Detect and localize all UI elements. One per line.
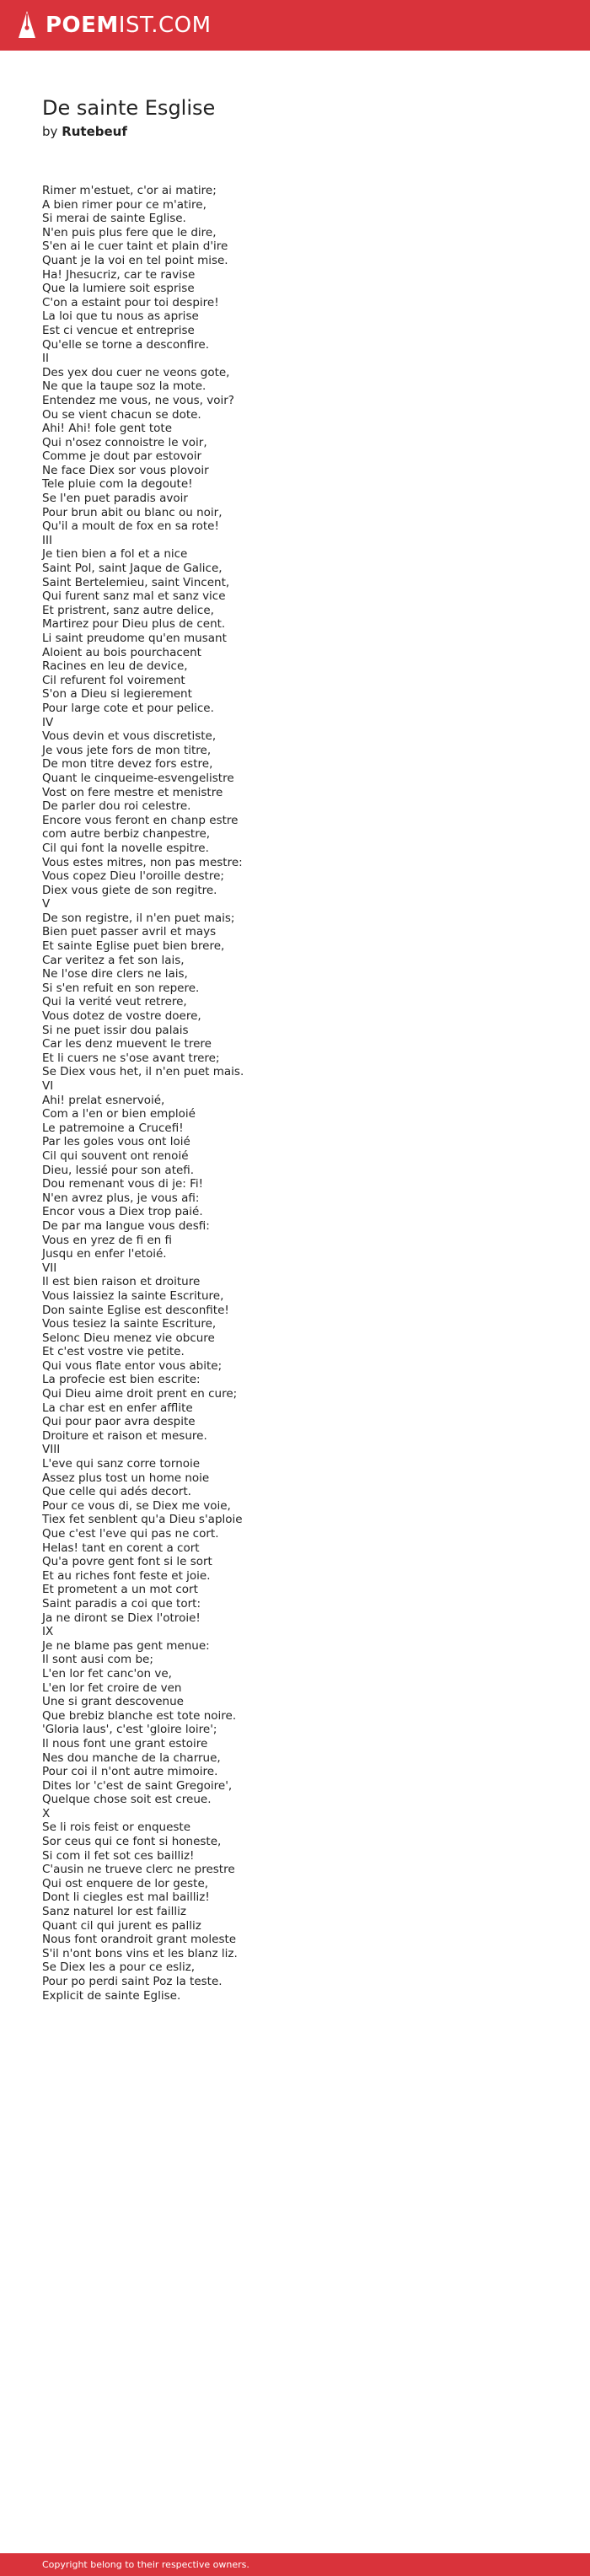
poem-line: Si s'en refuit en son repere. xyxy=(42,981,200,995)
poem-line: Qui Dieu aime droit prent en cure; xyxy=(42,1387,238,1401)
poem-line: Aloient au bois pourchacent xyxy=(42,645,201,659)
poem-line: Par les goles vous ont loié xyxy=(42,1135,190,1149)
poem-line: Que brebiz blanche est tote noire. xyxy=(42,1708,237,1723)
poem-line: Tele pluie com la degoute! xyxy=(42,477,193,492)
poem-line: Jusqu en enfer l'etoié. xyxy=(42,1247,167,1261)
poem-line: De mon titre devez fors estre, xyxy=(42,757,213,772)
poem-line: Qui n'osez connoistre le voir, xyxy=(42,435,207,449)
poem-line: Ou se vient chacun se dote. xyxy=(42,407,201,422)
poem-line: Ne face Diex sor vous plovoir xyxy=(42,463,209,477)
poem-title: De sainte Esglise xyxy=(42,96,216,120)
poem-line: Qu'elle se torne a desconfire. xyxy=(42,337,210,352)
poem-line: Saint paradis a coi que tort: xyxy=(42,1596,201,1611)
poem-line: C'ausin ne trueve clerc ne prestre xyxy=(42,1863,235,1877)
author-link[interactable]: Rutebeuf xyxy=(62,124,127,139)
poem-line: Quelque chose soit est creue. xyxy=(42,1793,212,1807)
poem-line: Pour po perdi saint Poz la teste. xyxy=(42,1975,223,1988)
poem-line: X xyxy=(42,1806,51,1820)
poem-line: Com a l'en or bien emploié xyxy=(42,1107,196,1121)
poem-line: Et prometent a un mot cort xyxy=(42,1583,198,1597)
poem-line: Encore vous feront en chanp estre xyxy=(42,813,239,827)
poem-line: IV xyxy=(42,715,54,729)
poem-line: Et c'est vostre vie petite. xyxy=(42,1345,185,1359)
poem-line: Bien puet passer avril et mays xyxy=(42,925,217,939)
poem-line: Selonc Dieu menez vie obcure xyxy=(42,1331,215,1345)
poem-line: Que la lumiere soit esprise xyxy=(42,282,195,296)
poem-body xyxy=(42,184,548,2003)
logo-text-thin: IST.COM xyxy=(118,13,212,38)
poem-line: Se li rois feist or enqueste xyxy=(42,1820,191,1835)
poem-line: Ahi! Ahi! fole gent tote xyxy=(42,422,173,436)
poem-line: Vous en yrez de fi en fi xyxy=(42,1233,173,1247)
poem-line: Assez plus tost un home noie xyxy=(42,1471,210,1485)
poem-line: Qu'a povre gent font si le sort xyxy=(42,1555,212,1569)
poem-line: Qui furent sanz mal et sanz vice xyxy=(42,589,226,604)
poem-line: Diex vous giete de son regitre. xyxy=(42,883,217,897)
poem-line: Droiture et raison et mesure. xyxy=(42,1428,207,1443)
poem-line: S'on a Dieu si legierement xyxy=(42,687,192,702)
poem-line: V xyxy=(42,897,51,912)
poem-line: La char est en enfer afflite xyxy=(42,1401,193,1415)
poem-line: Quant le cinqueime-esvengelistre xyxy=(42,771,234,785)
poem-line: com autre berbiz chanpestre, xyxy=(42,827,211,842)
poem-line: Qui ost enquere de lor geste, xyxy=(42,1876,209,1890)
poem-line: Et au riches font feste et joie. xyxy=(42,1568,211,1583)
poem-line: Ahi! prelat esnervoié, xyxy=(42,1093,165,1107)
poem-line: Si merai de sainte Eglise. xyxy=(42,212,186,226)
poem-line: Rimer m'estuet, c'or ai matire; xyxy=(42,184,217,197)
poem-line: Car veritez a fet son lais, xyxy=(42,953,185,967)
poem-line: Des yex dou cuer ne veons gote, xyxy=(42,365,230,379)
poem-line: Se Diex vous het, il n'en puet mais. xyxy=(42,1065,244,1079)
poem-line: VI xyxy=(42,1079,54,1093)
site-header xyxy=(0,0,590,51)
site-footer xyxy=(0,2553,590,2576)
poem-line: Je ne blame pas gent menue: xyxy=(42,1638,210,1653)
poem-line: A bien rimer pour ce m'atire, xyxy=(42,197,206,212)
poem-line: Qu'il a moult de fox en sa rote! xyxy=(42,519,219,534)
poem-line: Que c'est l'eve qui pas ne cort. xyxy=(42,1527,219,1541)
poem-line: Ne que la taupe soz la mote. xyxy=(42,379,206,394)
poem-line: Et sainte Eglise puet bien brere, xyxy=(42,939,225,954)
poem-line: 'Gloria laus', c'est 'gloire loire'; xyxy=(42,1723,217,1737)
poem-line: Qui la verité veut retrere, xyxy=(42,995,187,1009)
poem-line: Pour coi il n'ont autre mimoire. xyxy=(42,1765,218,1779)
poem-line: Li saint preudome qu'en musant xyxy=(42,632,227,645)
poem-line: Vous estes mitres, non pas mestre: xyxy=(42,855,243,869)
poem-line: VIII xyxy=(42,1443,61,1457)
poem-line: Il sont ausi com be; xyxy=(42,1653,153,1667)
poem-line: Se l'en puet paradis avoir xyxy=(42,492,188,506)
poem-line: Cil qui souvent ont renoié xyxy=(42,1148,189,1163)
poem-line: Et li cuers ne s'ose avant trere; xyxy=(42,1051,220,1065)
poem-line: Vous laissiez la sainte Escriture, xyxy=(42,1288,224,1303)
poem-line: Comme je dout par estovoir xyxy=(42,449,202,464)
poem-line: Sanz naturel lor est failliz xyxy=(42,1905,186,1919)
poem-line: III xyxy=(42,533,52,547)
poem-line: Qui pour paor avra despite xyxy=(42,1415,196,1429)
poem-line: La profecie est bien escrite: xyxy=(42,1373,201,1387)
poem-line: Vous tesiez la sainte Escriture, xyxy=(42,1317,217,1331)
poem-line: Se Diex les a pour ce esliz, xyxy=(42,1960,196,1975)
poem-line: N'en avrez plus, je vous afi: xyxy=(42,1191,200,1205)
poem-line: Si com il fet sot ces bailliz! xyxy=(42,1848,195,1863)
poem-line: De son registre, il n'en puet mais; xyxy=(42,911,235,925)
poem-line: Je vous jete fors de mon titre, xyxy=(42,743,212,757)
poem-line: Explicit de sainte Eglise. xyxy=(42,1988,181,2003)
poem-line: Nes dou manche de la charrue, xyxy=(42,1750,221,1765)
poem-line: Si ne puet issir dou palais xyxy=(42,1023,189,1037)
poem-line: Ha! Jhesucriz, car te ravise xyxy=(42,267,196,282)
poem-line: N'en puis plus fere que le dire, xyxy=(42,225,217,239)
pen-nib-icon xyxy=(17,10,37,40)
poem-line: Il nous font une grant estoire xyxy=(42,1736,208,1750)
poem-line: Vost on fere mestre et menistre xyxy=(42,785,223,799)
poem-line: Cil refurent fol voirement xyxy=(42,673,185,687)
poem-line: Dites lor 'c'est de saint Gregoire', xyxy=(42,1778,233,1793)
poem-line: Nous font orandroit grant moleste xyxy=(42,1933,237,1947)
poem-line: Entendez me vous, ne vous, voir? xyxy=(42,393,234,407)
poem-line: Racines en leu de device, xyxy=(42,659,188,674)
poem-line: Une si grant descovenue xyxy=(42,1695,184,1709)
poem-line: Vous copez Dieu l'oroille destre; xyxy=(42,869,224,884)
poem-line: De par ma langue vous desfi: xyxy=(42,1218,210,1233)
poem-line: Martirez pour Dieu plus de cent. xyxy=(42,617,226,632)
poem-line: Ne l'ose dire clers ne lais, xyxy=(42,967,188,981)
poem-line: Et pristrent, sanz autre delice, xyxy=(42,603,214,617)
logo-text xyxy=(46,10,212,40)
poem-line: Est ci vencue et entreprise xyxy=(42,323,195,337)
poem-line: Tiex fet senblent qu'a Dieu s'aploie xyxy=(42,1513,243,1527)
poem-line: II xyxy=(42,352,49,366)
logo-text-bold: POEM xyxy=(46,13,119,38)
poem-line: La loi que tu nous as aprise xyxy=(42,309,199,324)
poem-line: S'il n'ont bons vins et les blanz liz. xyxy=(42,1946,238,1960)
footer-copyright: Copyright belong to their respective owners. xyxy=(42,2559,249,2570)
byline xyxy=(42,123,127,140)
poem-line: Saint Pol, saint Jaque de Galice, xyxy=(42,562,223,576)
poem-line: IX xyxy=(42,1625,54,1639)
poem-line: L'en lor fet croire de ven xyxy=(42,1681,182,1695)
poem-line: Le patremoine a Crucefi! xyxy=(42,1121,184,1135)
poem-line: Helas! tant en corent a cort xyxy=(42,1541,200,1555)
poem-line: VII xyxy=(42,1261,57,1275)
poem-line: Don sainte Eglise est desconfite! xyxy=(42,1303,229,1317)
by-label: by xyxy=(42,124,58,139)
poem-line: Pour ce vous di, se Diex me voie, xyxy=(42,1498,231,1513)
poem-line: Pour brun abit ou blanc ou noir, xyxy=(42,505,223,519)
poem-line: Car les denz muevent le trere xyxy=(42,1037,212,1051)
poem-line: Dou remenant vous di je: Fi! xyxy=(42,1177,204,1191)
poem-line: L'eve qui sanz corre tornoie xyxy=(42,1457,201,1471)
poem-line: Que celle qui adés decort. xyxy=(42,1485,191,1499)
poem-line: Dont li ciegles est mal bailliz! xyxy=(42,1890,210,1905)
poem-line: Sor ceus qui ce font si honeste, xyxy=(42,1835,222,1849)
poem-line: Cil qui font la novelle espitre. xyxy=(42,841,209,855)
site-logo[interactable] xyxy=(17,10,212,40)
poem-line: Vous devin et vous discretiste, xyxy=(42,729,217,744)
poem-line: Ja ne diront se Diex l'otroie! xyxy=(42,1611,201,1625)
poem-line: S'en ai le cuer taint et plain d'ire xyxy=(42,239,228,254)
poem-line: Dieu, lessié pour son atefi. xyxy=(42,1163,195,1177)
poem-line: Saint Bertelemieu, saint Vincent, xyxy=(42,575,230,589)
poem-line: Pour large cote et pour pelice. xyxy=(42,701,214,715)
poem-line: De parler dou roi celestre. xyxy=(42,799,191,814)
poem-line: L'en lor fet canc'on ve, xyxy=(42,1666,172,1681)
poem-line: Quant je la voi en tel point mise. xyxy=(42,253,228,267)
poem-line: Il est bien raison et droiture xyxy=(42,1275,201,1289)
poem-line: Encor vous a Diex trop paié. xyxy=(42,1205,203,1219)
poem-line: Je tien bien a fol et a nice xyxy=(42,547,188,562)
poem-line: C'on a estaint pour toi despire! xyxy=(42,295,219,309)
poem-line: Vous dotez de vostre doere, xyxy=(42,1009,201,1024)
poem-line: Quant cil qui jurent es palliz xyxy=(42,1918,201,1933)
poem-line: Qui vous flate entor vous abite; xyxy=(42,1358,223,1373)
